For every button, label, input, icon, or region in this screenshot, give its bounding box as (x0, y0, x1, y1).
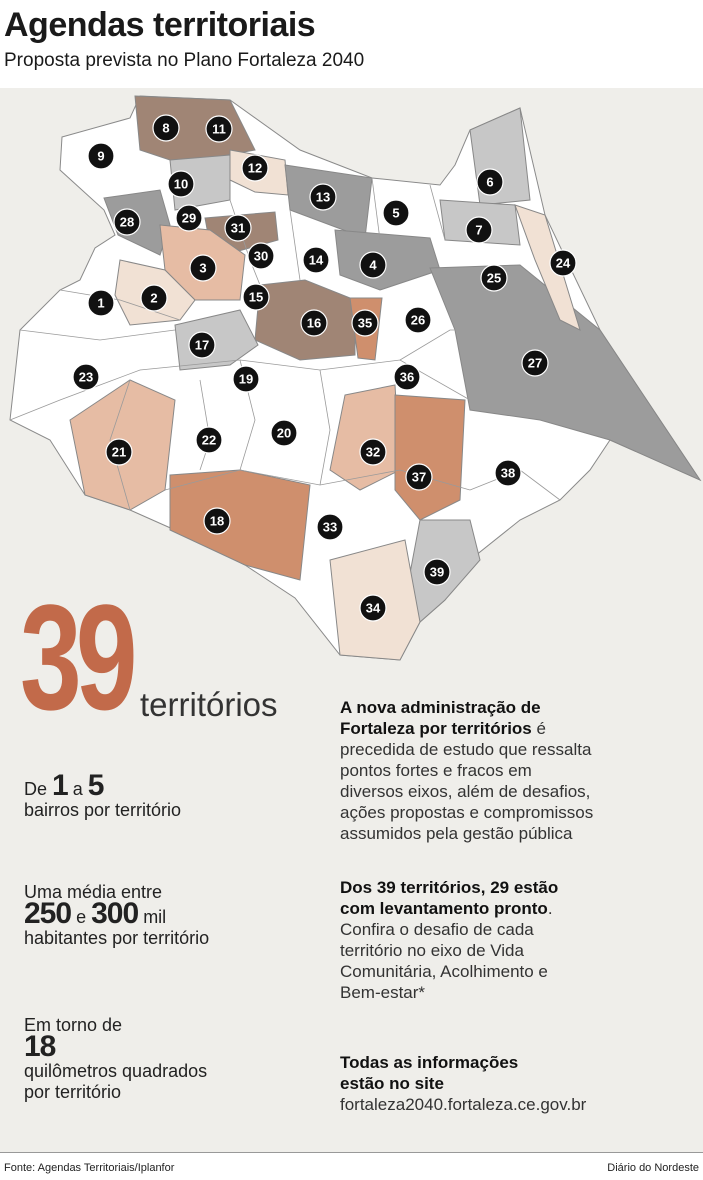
territory-marker-label: 15 (248, 289, 264, 305)
stat-range-suffix: bairros por território (24, 800, 182, 820)
territory-marker-28 (114, 209, 140, 235)
p2-line-3: Comunitária, Acolhimento e (340, 962, 548, 981)
territory-marker-label: 22 (201, 432, 217, 448)
p1-inline: é (531, 719, 546, 738)
territory-marker-12 (242, 155, 268, 181)
territory-marker-29 (176, 205, 202, 231)
stat-neighborhoods (24, 769, 182, 821)
territory-marker-label: 9 (97, 148, 105, 164)
big-number-label: territórios (140, 686, 278, 723)
territory-marker-label: 30 (253, 248, 269, 264)
p1-line-4: ações propostas e compromissos (340, 803, 594, 822)
territory-marker-label: 23 (78, 369, 94, 385)
territory-marker-label: 24 (555, 255, 571, 271)
stat-range-join: a (72, 779, 83, 799)
territory-marker-30 (248, 243, 274, 269)
stat-area-value: 18 (24, 1030, 56, 1063)
territory-marker-7 (466, 217, 492, 243)
territory-marker-25 (481, 265, 507, 291)
territory-marker-1 (88, 290, 114, 316)
territory-marker-22 (196, 427, 222, 453)
territory-marker-label: 12 (247, 160, 263, 176)
territory-marker-2 (141, 285, 167, 311)
stat-area-suffix-2: por território (24, 1082, 122, 1102)
page-subtitle: Proposta prevista no Plano Fortaleza 2040 (4, 50, 365, 71)
territory-marker-label: 26 (410, 312, 426, 328)
p1-line-5: assumidos pela gestão pública (340, 824, 573, 843)
territory-marker-label: 18 (209, 513, 225, 529)
territory-marker-label: 32 (365, 444, 381, 460)
territory-marker-36 (394, 364, 420, 390)
territory-marker-label: 25 (486, 270, 502, 286)
territory-marker-21 (106, 439, 132, 465)
territory-marker-label: 4 (369, 257, 377, 273)
territory-marker-label: 19 (238, 371, 254, 387)
territory-marker-6 (477, 169, 503, 195)
territory-marker-23 (73, 364, 99, 390)
territory-marker-label: 20 (276, 425, 292, 441)
p3-bold-2: estão no site (340, 1074, 444, 1093)
territory-marker-label: 21 (111, 444, 127, 460)
paragraph-survey (340, 877, 558, 1003)
p2-line-4: Bem-estar* (340, 983, 426, 1002)
stat-area-suffix-1: quilômetros quadrados (24, 1061, 208, 1081)
p2-line-1: Confira o desafio de cada (340, 920, 534, 939)
territory-marker-label: 33 (322, 519, 338, 535)
territory-marker-label: 36 (399, 369, 415, 385)
stat-range-prefix: De (24, 779, 48, 799)
territory-marker-17 (189, 332, 215, 358)
stat-range-max: 5 (87, 769, 104, 802)
territory-marker-11 (206, 116, 232, 142)
territory-marker-label: 35 (357, 315, 373, 331)
big-number: 39 (20, 573, 132, 741)
territory-marker-10 (168, 171, 194, 197)
territory-marker-27 (522, 350, 548, 376)
p1-line-1: precedida de estudo que ressalta (340, 740, 592, 759)
stat-population (24, 882, 209, 949)
footer-source: Fonte: Agendas Territoriais/Iplanfor (4, 1162, 175, 1174)
territory-marker-label: 3 (199, 260, 207, 276)
territory-marker-label: 8 (162, 120, 170, 136)
territory-marker-label: 1 (97, 295, 105, 311)
territory-marker-18 (204, 508, 230, 534)
p2-line-2: território no eixo de Vida (340, 941, 524, 960)
territory-marker-26 (405, 307, 431, 333)
header (0, 0, 703, 88)
territory-marker-label: 16 (306, 315, 322, 331)
territory-marker-label: 11 (212, 121, 226, 137)
p2-bold-2: com levantamento pronto (340, 899, 548, 918)
stat-pop-unit: mil (143, 907, 167, 927)
territory-marker-14 (303, 247, 329, 273)
territory-marker-4 (360, 252, 386, 278)
p3-bold-1: Todas as informações (340, 1053, 519, 1072)
territory-marker-label: 17 (194, 337, 210, 353)
p1-line-2: pontos fortes e fracos em (340, 761, 532, 780)
territory-marker-label: 27 (527, 355, 543, 371)
territory-marker-label: 6 (486, 174, 494, 190)
territory-marker-39 (424, 559, 450, 585)
territory-marker-label: 38 (500, 465, 516, 481)
territory-marker-8 (153, 115, 179, 141)
territory-marker-label: 5 (392, 205, 400, 221)
territory-marker-16 (301, 310, 327, 336)
territory-marker-37 (406, 464, 432, 490)
stat-area-prefix: Em torno de (24, 1015, 123, 1035)
territory-marker-label: 31 (230, 220, 246, 236)
stat-pop-prefix: Uma média entre (24, 882, 163, 902)
territory-marker-label: 10 (173, 176, 189, 192)
territory-marker-24 (550, 250, 576, 276)
p1-line-3: diversos eixos, além de desafios, (340, 782, 591, 801)
territory-marker-label: 7 (475, 222, 483, 238)
territory-marker-9 (88, 143, 114, 169)
territory-marker-label: 28 (119, 214, 135, 230)
territory-marker-3 (190, 255, 216, 281)
territory-marker-32 (360, 439, 386, 465)
footer-divider (0, 1152, 703, 1153)
territory-marker-label: 2 (150, 290, 158, 306)
territory-marker-19 (233, 366, 259, 392)
territory-marker-label: 37 (411, 469, 427, 485)
territory-marker-34 (360, 595, 386, 621)
paragraph-site (340, 1052, 586, 1115)
p1-bold-2: Fortaleza por territórios (340, 719, 532, 738)
territory-marker-15 (243, 284, 269, 310)
territory-markers (0, 88, 703, 616)
territory-marker-33 (317, 514, 343, 540)
stat-pop-min: 250 (24, 897, 72, 930)
territory-marker-label: 13 (315, 189, 331, 205)
footer-credit: Diário do Nordeste (607, 1162, 699, 1174)
stat-range-min: 1 (52, 769, 68, 802)
page-title: Agendas territoriais (4, 6, 316, 44)
territory-marker-31 (225, 215, 251, 241)
territory-marker-label: 14 (308, 252, 324, 268)
stat-area (24, 1015, 207, 1103)
territory-marker-38 (495, 460, 521, 486)
site-url[interactable]: fortaleza2040.fortaleza.ce.gov.br (340, 1095, 587, 1114)
p2-dot: . (547, 899, 553, 918)
territory-marker-label: 29 (181, 210, 197, 226)
stat-pop-join: e (76, 907, 87, 927)
territory-marker-label: 39 (429, 564, 445, 580)
territory-marker-13 (310, 184, 336, 210)
territory-marker-label: 34 (365, 600, 381, 616)
p1-bold-1: A nova administração de (340, 698, 541, 717)
territory-marker-35 (352, 310, 378, 336)
territory-marker-20 (271, 420, 297, 446)
p2-bold-1: Dos 39 territórios, 29 estão (340, 878, 559, 897)
paragraph-administration (340, 697, 593, 844)
stat-pop-suffix: habitantes por território (24, 928, 210, 948)
territory-marker-5 (383, 200, 409, 226)
stat-pop-max: 300 (91, 897, 139, 930)
